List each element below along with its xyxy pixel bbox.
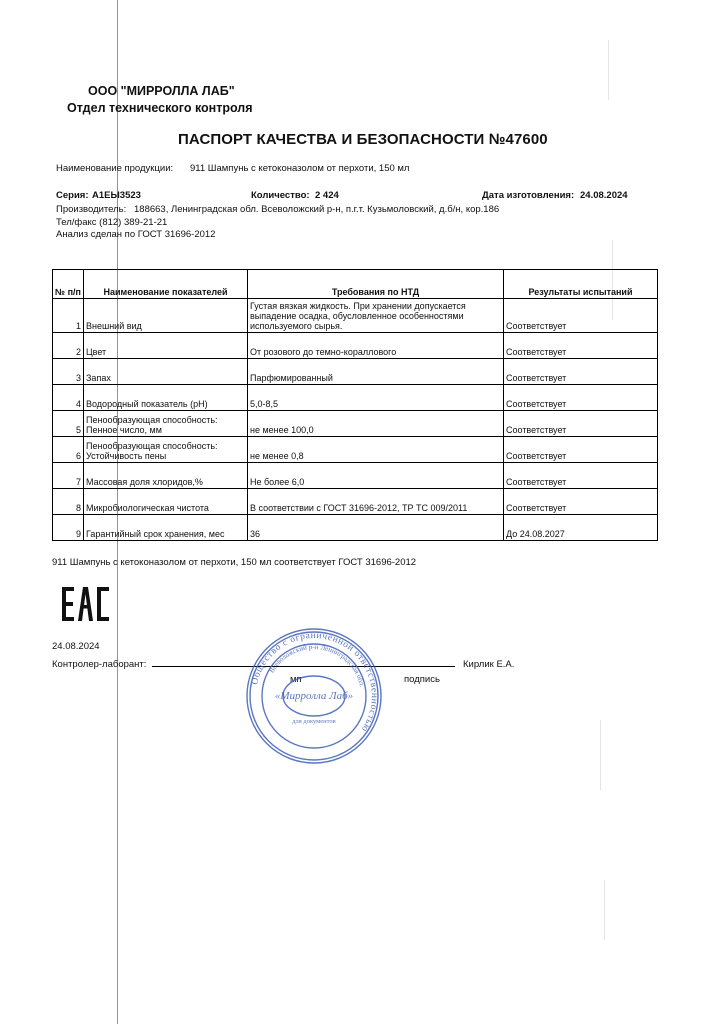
- signer-name: Кирлик Е.А.: [463, 659, 515, 670]
- row-result: Соответствует: [504, 463, 658, 489]
- conclusion-text: 911 Шампунь с кетоконазолом от перхоти, 150 мл соответствует ГОСТ 31696-2012: [52, 557, 417, 568]
- row-result: Соответствует: [504, 489, 658, 515]
- row-num: 4: [53, 385, 84, 411]
- row-num: 2: [53, 333, 84, 359]
- company-name: ООО "МИРРОЛЛА ЛАБ": [88, 84, 235, 98]
- document-title: ПАСПОРТ КАЧЕСТВА И БЕЗОПАСНОСТИ №47600: [178, 131, 548, 148]
- row-name: Гарантийный срок хранения, мес: [84, 515, 248, 541]
- header-name: Наименование показателей: [84, 270, 248, 299]
- stamp-outer-text: Общество с ограниченной ответственностью: [250, 630, 380, 734]
- quality-table: [52, 269, 658, 541]
- table-row: [53, 489, 658, 515]
- row-result: Соответствует: [504, 411, 658, 437]
- mp-label: мп: [290, 674, 302, 685]
- manufacturer-address: 188663, Ленинградская обл. Всеволожский р-н, п.г.т. Кузьмоловский, д.б/н, кор.186: [134, 204, 500, 215]
- table-row: [53, 299, 658, 333]
- series-label: Серия:: [56, 190, 89, 201]
- row-result: Соответствует: [504, 299, 658, 333]
- stamp-inner-text: Всеволожский р-н Ленинградская обл.: [267, 642, 367, 688]
- header-num: № п/п: [53, 270, 84, 299]
- row-num: 5: [53, 411, 84, 437]
- row-name: Пенообразующая способность: Устойчивость пены: [84, 437, 248, 463]
- product-label: Наименование продукции:: [56, 163, 174, 174]
- row-num: 6: [53, 437, 84, 463]
- quantity-label: Количество:: [251, 190, 310, 201]
- analysis-standard: Анализ сделан по ГОСТ 31696-2012: [56, 229, 216, 240]
- scan-artifact: [608, 40, 609, 100]
- scan-artifact: [604, 880, 605, 940]
- row-num: 8: [53, 489, 84, 515]
- row-name: Цвет: [84, 333, 248, 359]
- row-name: Массовая доля хлоридов,%: [84, 463, 248, 489]
- table-row: [53, 411, 658, 437]
- quantity-value: 2 424: [315, 190, 339, 201]
- row-num: 7: [53, 463, 84, 489]
- stamp-center-text: «Мирролла Лаб»: [274, 690, 354, 702]
- header-requirement: Требования по НТД: [248, 270, 504, 299]
- row-result: Соответствует: [504, 437, 658, 463]
- signature-label: подпись: [404, 674, 440, 685]
- row-requirement: В соответствии с ГОСТ 31696-2012, ТР ТС 009/2011: [248, 489, 504, 515]
- table-header-row: [53, 270, 658, 299]
- eac-mark-icon: [61, 586, 111, 622]
- department-name: Отдел технического контроля: [67, 101, 253, 115]
- controller-label: Контролер-лаборант:: [52, 659, 147, 670]
- table-row: [53, 359, 658, 385]
- product-value: 911 Шампунь с кетоконазолом от перхоти, 150 мл: [190, 163, 410, 174]
- row-requirement: 5,0-8,5: [248, 385, 504, 411]
- row-name: Запах: [84, 359, 248, 385]
- manufacturer-label: Производитель:: [56, 204, 127, 215]
- row-num: 9: [53, 515, 84, 541]
- stamp-bottom-text: для документов: [292, 718, 336, 725]
- row-result: До 24.08.2027: [504, 515, 658, 541]
- row-name: Микробиологическая чистота: [84, 489, 248, 515]
- footer-date: 24.08.2024: [52, 641, 100, 652]
- table-row: [53, 515, 658, 541]
- phone-fax: Тел/факс (812) 389-21-21: [56, 217, 168, 228]
- row-result: Соответствует: [504, 333, 658, 359]
- row-name: Пенообразующая способность: Пенное число, мм: [84, 411, 248, 437]
- series-value: А1ЕЫ3523: [92, 190, 141, 201]
- table-row: [53, 333, 658, 359]
- company-stamp: [245, 626, 383, 766]
- table-row: [53, 463, 658, 489]
- row-requirement: Парфюмированный: [248, 359, 504, 385]
- row-num: 1: [53, 299, 84, 333]
- row-requirement: От розового до темно-кораллового: [248, 333, 504, 359]
- row-requirement: не менее 0,8: [248, 437, 504, 463]
- header-result: Результаты испытаний: [504, 270, 658, 299]
- row-result: Соответствует: [504, 359, 658, 385]
- manufacture-date-value: 24.08.2024: [580, 190, 628, 201]
- manufacture-date-label: Дата изготовления:: [482, 190, 575, 201]
- row-name: Внешний вид: [84, 299, 248, 333]
- row-requirement: 36: [248, 515, 504, 541]
- row-requirement: Не более 6,0: [248, 463, 504, 489]
- row-num: 3: [53, 359, 84, 385]
- table-row: [53, 437, 658, 463]
- table-row: [53, 385, 658, 411]
- row-name: Водородный показатель (рН): [84, 385, 248, 411]
- row-result: Соответствует: [504, 385, 658, 411]
- row-requirement: Густая вязкая жидкость. При хранении допускается выпадение осадка, обусловленное особенностями используемого сырья.: [248, 299, 504, 333]
- row-requirement: не менее 100,0: [248, 411, 504, 437]
- scan-artifact: [600, 720, 601, 790]
